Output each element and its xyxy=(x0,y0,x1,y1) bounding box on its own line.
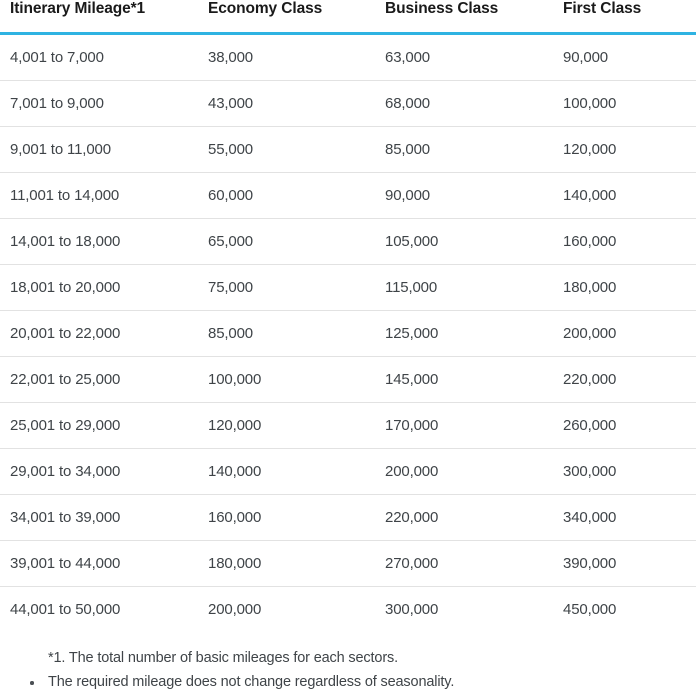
table-row xyxy=(0,34,696,81)
table-header xyxy=(0,0,696,34)
footnotes-list xyxy=(0,632,696,694)
cell-itinerary-mileage: 25,001 to 29,000 xyxy=(0,403,208,449)
cell-business-class: 115,000 xyxy=(385,265,563,311)
table-row xyxy=(0,219,696,265)
cell-first-class: 450,000 xyxy=(563,601,617,618)
cell-itinerary-mileage: 4,001 to 7,000 xyxy=(0,34,208,81)
cell-business-class: 125,000 xyxy=(385,311,563,357)
table-row xyxy=(0,357,696,403)
cell-itinerary-mileage: 20,001 to 22,000 xyxy=(0,311,208,357)
cell-economy-class: 180,000 xyxy=(208,541,385,587)
table-row xyxy=(0,127,696,173)
table-row xyxy=(0,587,696,633)
cell-economy-class: 65,000 xyxy=(208,219,385,265)
cell-itinerary-mileage: 39,001 to 44,000 xyxy=(0,541,208,587)
cell-economy-class: 75,000 xyxy=(208,265,385,311)
cell-business-class: 220,000 xyxy=(385,495,563,541)
cell-itinerary-mileage: 34,001 to 39,000 xyxy=(0,495,208,541)
cell-itinerary-mileage: 44,001 to 50,000 xyxy=(10,601,121,618)
cell-business-class: 270,000 xyxy=(385,541,563,587)
footnote-item: *1. The total number of basic mileages for each sectors. xyxy=(48,650,398,666)
cell-first-class: 200,000 xyxy=(563,311,696,357)
cell-first-class: 160,000 xyxy=(563,219,696,265)
cell-business-class: 85,000 xyxy=(385,127,563,173)
table-header-row xyxy=(0,0,696,34)
table-row xyxy=(0,495,696,541)
cell-itinerary-mileage: 22,001 to 25,000 xyxy=(0,357,208,403)
column-header-business-class: Business Class xyxy=(385,0,563,34)
column-header-first-class: First Class xyxy=(563,0,696,34)
cell-itinerary-mileage: 18,001 to 20,000 xyxy=(0,265,208,311)
cell-business-class: 145,000 xyxy=(385,357,563,403)
cell-business-class: 170,000 xyxy=(385,403,563,449)
cell-business-class: 300,000 xyxy=(385,601,439,618)
cell-first-class: 180,000 xyxy=(563,265,696,311)
footnote-item: The required mileage does not change regardless of seasonality. xyxy=(0,670,696,694)
cell-economy-class: 43,000 xyxy=(208,81,385,127)
cell-economy-class: 160,000 xyxy=(208,495,385,541)
cell-first-class: 120,000 xyxy=(563,127,696,173)
cell-business-class: 63,000 xyxy=(385,34,563,81)
cell-economy-class: 120,000 xyxy=(208,403,385,449)
cell-first-class: 300,000 xyxy=(563,449,696,495)
cell-economy-class: 38,000 xyxy=(208,34,385,81)
table-row xyxy=(0,311,696,357)
cell-first-class: 390,000 xyxy=(563,541,696,587)
cell-economy-class: 140,000 xyxy=(208,449,385,495)
cell-economy-class: 60,000 xyxy=(208,173,385,219)
cell-itinerary-mileage: 14,001 to 18,000 xyxy=(0,219,208,265)
table-row xyxy=(0,173,696,219)
cell-first-class: 340,000 xyxy=(563,495,696,541)
cell-business-class: 90,000 xyxy=(385,173,563,219)
cell-business-class: 68,000 xyxy=(385,81,563,127)
cell-business-class: 105,000 xyxy=(385,219,563,265)
cell-first-class: 100,000 xyxy=(563,81,696,127)
cell-itinerary-mileage: 7,001 to 9,000 xyxy=(0,81,208,127)
cell-economy-class: 55,000 xyxy=(208,127,385,173)
cell-economy-class: 100,000 xyxy=(208,357,385,403)
cell-itinerary-mileage: 11,001 to 14,000 xyxy=(0,173,208,219)
cell-first-class: 220,000 xyxy=(563,357,696,403)
cell-first-class: 260,000 xyxy=(563,403,696,449)
table-body xyxy=(0,34,696,633)
column-header-economy-class: Economy Class xyxy=(208,0,385,34)
cell-economy-class: 85,000 xyxy=(208,311,385,357)
table-row xyxy=(0,449,696,495)
table-row xyxy=(0,81,696,127)
cell-itinerary-mileage: 9,001 to 11,000 xyxy=(0,127,208,173)
cell-itinerary-mileage: 29,001 to 34,000 xyxy=(0,449,208,495)
table-row xyxy=(0,403,696,449)
table-row xyxy=(0,541,696,587)
cell-economy-class: 200,000 xyxy=(208,601,262,618)
cell-business-class: 200,000 xyxy=(385,449,563,495)
table-row xyxy=(0,265,696,311)
cell-first-class: 140,000 xyxy=(563,173,696,219)
column-header-itinerary-mileage: Itinerary Mileage*1 xyxy=(0,0,208,34)
cell-first-class: 90,000 xyxy=(563,34,696,81)
